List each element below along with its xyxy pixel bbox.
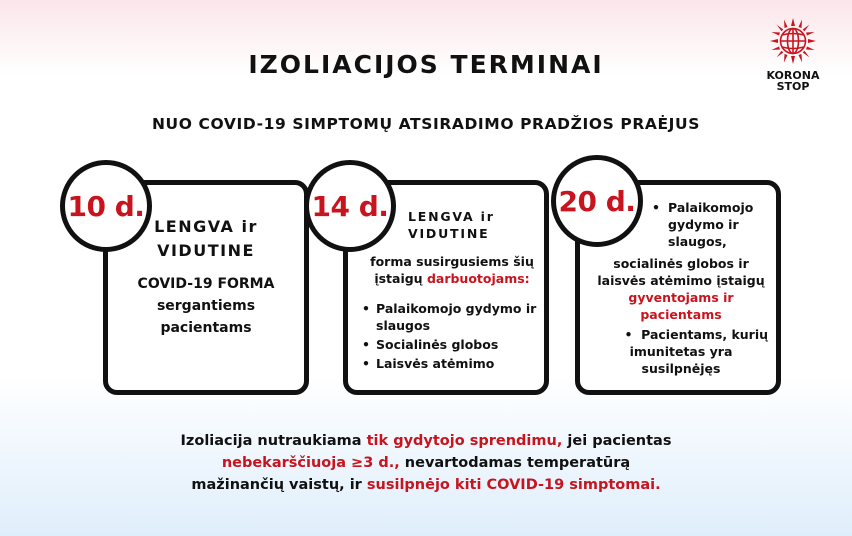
card2-heading-line2: VIDUTINE — [408, 226, 490, 241]
card3-bullet1-text: • Palaikomojo gydymo ir slaugos, — [652, 199, 777, 250]
card1-heading-line1: LENGVA ir — [154, 217, 258, 236]
page-title: IZOLIACIJOS TERMINAI — [248, 50, 604, 79]
card3-bullet1 — [652, 199, 777, 250]
card2-text — [362, 253, 542, 287]
card1-heading-line2: VIDUTINE — [157, 241, 255, 260]
card3-bullet2: • Pacientams, kurių imunitetas yra susilpnėjęs — [593, 327, 769, 376]
footer-part4: nebekarščiuoja ≥3 d., — [221, 455, 400, 471]
card3-bullet2-text: Pacientams, kurių imunitetas yra susilpnėjęs — [629, 327, 769, 376]
list-item: • Palaikomojo gydymo ir slaugos — [358, 300, 548, 334]
card2-text-red: darbuotojams: — [426, 271, 530, 286]
days-badge-10: 10 d. — [60, 160, 152, 252]
card1-body-line3: pacientams — [160, 320, 252, 336]
list-item: • Socialinės globos — [358, 336, 548, 353]
footer-part2: tik gydytojo sprendimu, — [366, 433, 563, 449]
card3-continuation-red: gyventojams ir pacientams — [628, 290, 734, 322]
days-badge-14: 14 d. — [304, 160, 396, 252]
list-item: • Laisvės atėmimo — [358, 355, 548, 372]
card2-heading-line1: LENGVA ir — [408, 209, 495, 224]
card3-continuation — [588, 255, 774, 323]
footer-part3: jei pacientas — [562, 433, 672, 449]
card2-list — [358, 300, 548, 374]
footer-part1: Izoliacija nutraukiama — [180, 433, 367, 449]
days-badge-20: 20 d. — [551, 155, 643, 247]
card1-body-line2: sergantiems — [156, 298, 256, 314]
footer-part7: susilpnėjo kiti COVID-19 simptomai. — [366, 477, 661, 493]
logo-line2: STOP — [776, 80, 810, 93]
footer-part5: nevartodamas temperatūrą — [399, 455, 631, 471]
card3-continuation-text: socialinės globos ir laisvės atėmimo įstaigų — [597, 256, 765, 288]
footer-part6: mažinančių vaistų, ir — [191, 477, 367, 493]
card2-text-pre: forma susirgusiems šių įstaigų — [370, 254, 534, 286]
card1-body-line1: COVID-19 FORMA — [137, 276, 275, 292]
footer-note — [0, 430, 852, 496]
logo-line1: KORONA — [766, 69, 820, 82]
page-subtitle: NUO COVID-19 SIMPTOMŲ ATSIRADIMO PRADŽIOS PRAĖJUS — [151, 115, 700, 133]
